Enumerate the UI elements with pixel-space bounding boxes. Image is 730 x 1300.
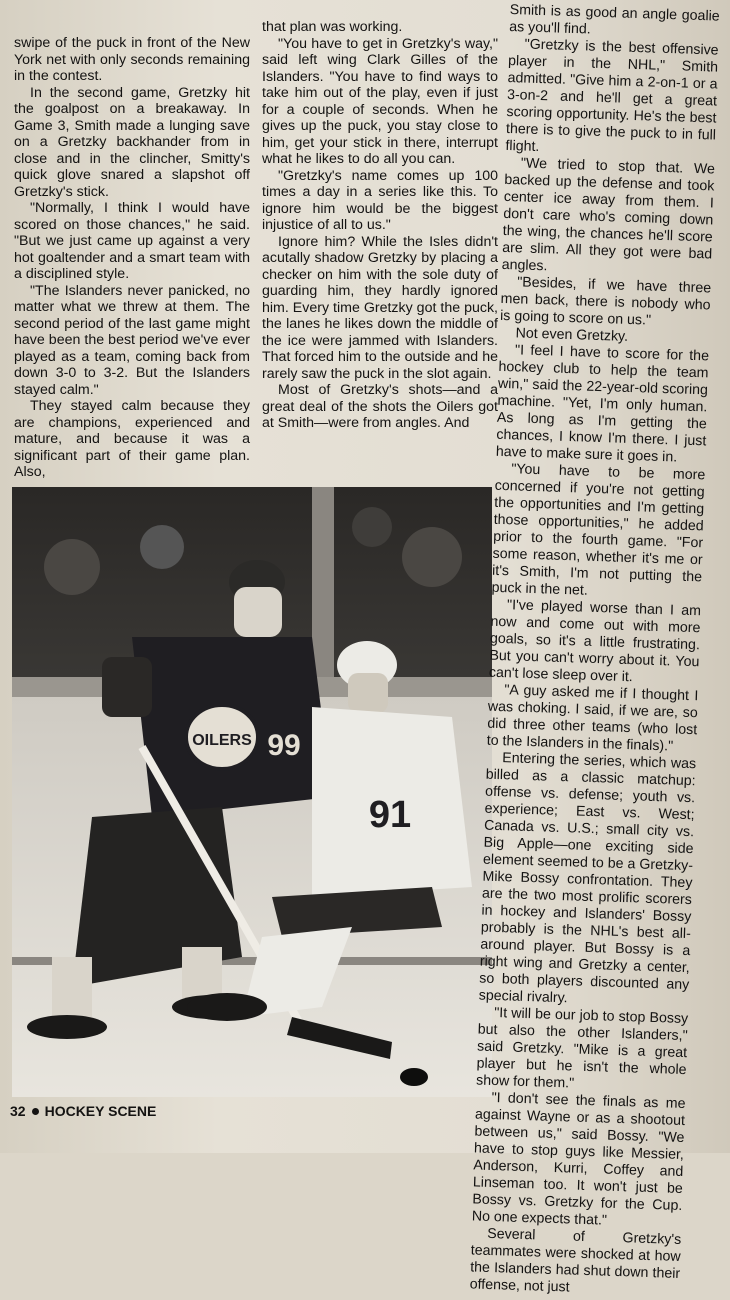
jersey-number-right: 91 [368,794,412,836]
paragraph: Entering the series, which was billed as a classic matchup: offense vs. defense; youth vs. experience; East vs. West; Canada vs. U.S.; small city vs. Big Apple—one exciting side element seemed to be a Gretzky-Mike Bossy confrontation. They are the two most prolific scorers in hockey and Islanders' Bossy probably is the NHL's best all-around player. But Bossy is a right wing and Gretzky a center, so both players discounted any special rivalry. [478,750,697,1007]
paragraph: Smith is as good an angle goalie as you'll find. [508,2,720,38]
hockey-photo [12,487,492,1097]
paragraph: that plan was working. [262,19,403,35]
team-crest-text: OILERS [192,732,252,749]
paragraph: "Normally, I think I would have scored on those chances," he said. "But we just came up against a very hot goaltender and a smart team with a disciplined style. [14,200,250,282]
jersey-number-left: 99 [267,729,301,762]
paragraph: Not even Gretzky. [515,325,629,345]
paragraph: "I've played worse than I am now and come out with more goals, so it's a little frustrating. But you can't worry about it. You can't lose sleep over it. [488,597,702,686]
paragraph: "Gretzky is the best offensive player in the NHL," Smith admitted. "Give him a 2-on-1 or a 3-on-2 and he'll get a great scoring opportunity. He's the best there is to give the puck to in full flight. [505,36,719,155]
article-column-3 [469,2,719,1300]
article-column-2 [262,19,498,432]
paragraph: Ignore him? While the Isles didn't acutally shadow Gretzky by placing a checker on him with the sole duty of guarding him, they hardly ignored him. Every time Gretzky got the puck, the lanes he likes down the middle of the ice were jammed with Islanders. That forced him to the outside and he rarely saw the puck in the slot again. [262,233,498,382]
hockey-players-illustration [12,487,492,1097]
paragraph: "Gretzky's name comes up 100 times a day in a series like this. To ignore him would be the biggest injustice of all to us." [262,167,498,233]
paragraph: They stayed calm because they are champions, experienced and mature, and because it was a significant part of their game plan. Also, [14,398,250,480]
paragraph: swipe of the puck in front of the New York net with only seconds remaining in the contest. [14,35,250,84]
paragraph: "You have to get in Gretzky's way," said left wing Clark Gilles of the Islanders. "You have to find ways to take him out of the play, even if just for a couple of seconds. When he gives up the puck, you stay close to him, get your stick in there, interrupt what he likes to do all you can. [262,35,498,167]
bullet-icon [32,1108,39,1115]
paragraph: "I don't see the finals as me against Wayne or as a shootout between us," said Bossy. "We have to stop guys like Messier, Anderson, Kurri, Coffey and Linseman too. It won't just be Bossy vs. Gretzky for the Cup. No one expects that." [471,1089,686,1229]
paragraph: Most of Gretzky's shots—and a great deal of the shots the Oilers got at Smith—were from angles. And [262,382,498,431]
paragraph: Several of Gretzky's teammates were shocked at how the Islanders had shut down their offense, not just [469,1225,682,1296]
paragraph: "You have to be more concerned if you're not getting the opportunities and I'm getting those opportunities," he added prior to the fourth game. "For some reason, whether it's me or it's Smith, I'm not putting the puck in the net. [491,461,706,599]
paragraph: "We tried to stop that. We backed up the defense and took center ice away from them. I don't care who's coming down the wing, the chances he'll score are slim. All they got were bad angles. [501,155,716,275]
paragraph: In the second game, Gretzky hit the goalpost on a breakaway. In Game 3, Smith made a lunging save on a Gretzky backhander from in close and in the clincher, Smitty's quick glove snared a slapshot off Gretzky's stick. [14,84,250,200]
puck [400,1068,428,1086]
paragraph: "Besides, if we have three men back, there is nobody who is going to score on us." [499,274,712,329]
paragraph: "It will be our job to stop Bossy but also the other Islanders," said Gretzky. "Mike is a great player but he isn't the whole show for them." [475,1005,689,1092]
publication-name: HOCKEY SCENE [44,1103,157,1119]
paragraph: "The Islanders never panicked, no matter what we threw at them. The second period of the last game might have been the best period we've ever played as a team, coming back from down 3-0 to 3-2. But the Islanders stayed calm." [14,282,250,398]
article-column-1 [14,35,250,481]
page-number: 32 [10,1103,26,1119]
page-footer [10,1103,156,1119]
paragraph: "A guy asked me if I thought I was choking. I said, if we are, so did three other teams (who lost to the Islanders in the finals)." [486,682,699,755]
paragraph: "I feel I have to score for the hockey club to help the team win," said the 22-year-old scoring machine. "Yet, I'm only human. As long as I'm getting the chances, I know I'm there. I just have to make sure it goes in. [495,342,710,466]
